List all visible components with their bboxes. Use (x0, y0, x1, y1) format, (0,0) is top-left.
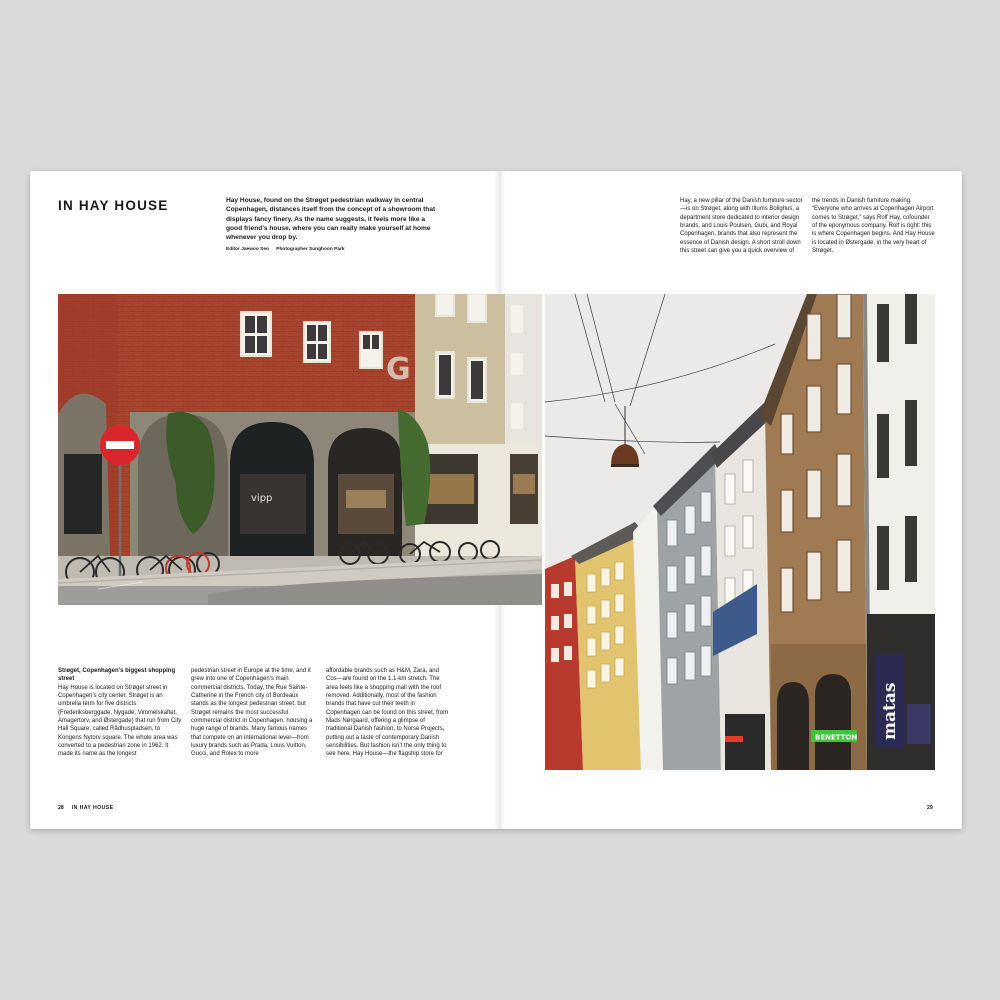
body-column-3: affordable brands such as H&M, Zara, and Cos—are found on the 1.1-km stretch. The area feels like a shopping mall with the roof removed. Additionally, most of the fashion brands that have cut their teeth in Copenhagen can be found on this street, from Mads Nørgaard, offering a glimpse of traditional Danish fashion, to Norse Projects, putting out a taste of contemporary Danish sensibilities. But fashion isn’t the only thing to see here. Hay House—the flagship store for (326, 668, 449, 758)
article-credits (226, 247, 442, 252)
matas-sign: matas (880, 682, 900, 740)
page-number-left: 28 (58, 805, 64, 811)
magazine-spread (30, 171, 962, 829)
body-column-2: pedestrian street in Europe at the time, and it grew into one of Copenhagen’s main commercial districts. Today, the Rue Sainte-Catherine in the French city of Bordeaux stands as the longest pedestrian street, but Strøget remains the most successful commercial district in Copenhagen, housing a huge range of brands. Many famous names that compete on an international level—from luxury brands such as Prada, Louis Vuitton, Gucci, and Rolex to more (191, 668, 313, 758)
running-head: IN HAY HOUSE (71, 805, 114, 811)
page-number-right: 29 (927, 805, 933, 811)
section-title: IN HAY HOUSE (58, 198, 169, 213)
body-text-column-1: Hay House is located on Strøget street in Copenhagen’s city center. Strøget is an umbrella term for five districts (Frederiksberggade, Nygade, Vimmelskaftet, Amagertorv, and Østergade) that run from City Hall Square, called Rådhuspladsen, to Kongens Nytorv square. The whole area was converted to a pedestrian zone in 1962. It made its name as the longest (58, 684, 182, 758)
vipp-store-sign: vipp (251, 493, 273, 504)
street-corner-photo (58, 294, 542, 605)
benetton-sign: BENETTON (815, 733, 858, 742)
right-body-column-2: the trends in Danish furniture making. “Everyone who arrives at Copenhagen Airport comes to Strøget,” says Rolf Hay, cofounder of the eponymous company. Rolf is right: this is where Copenhagen begins. And Hay House is located in Østergade, in the very heart of Strøget. (812, 198, 935, 255)
subheading: Strøget, Copenhagen’s biggest shopping street (58, 668, 176, 683)
street-facades-photo (545, 294, 935, 770)
svg-text:G: G (386, 352, 411, 387)
intro-paragraph: Hay House, found on the Strøget pedestrian walkway in central Copenhagen, distances itself from the concept of a showroom that displays fancy finery. As the name suggests, it feels more like a good friend’s house, where you can really make yourself at home whenever you drop by. (226, 197, 436, 242)
body-column-1 (58, 667, 182, 759)
folio-left (58, 805, 113, 811)
photographer-credit: Photographer Sunghoon Park (276, 247, 345, 252)
right-body-column-1: Hay, a new pillar of the Danish furniture sector—is on Strøget, along with Illums Bolighus, a department store dedicated to interior design brands, and Louis Poulsen, Gubi, and Royal Copenhagen, brands that also represent the essence of Danish design. A short stroll down this street can give you a quick overview of (680, 198, 803, 255)
editor-credit: Editor Jaewoo Seo (226, 247, 269, 252)
